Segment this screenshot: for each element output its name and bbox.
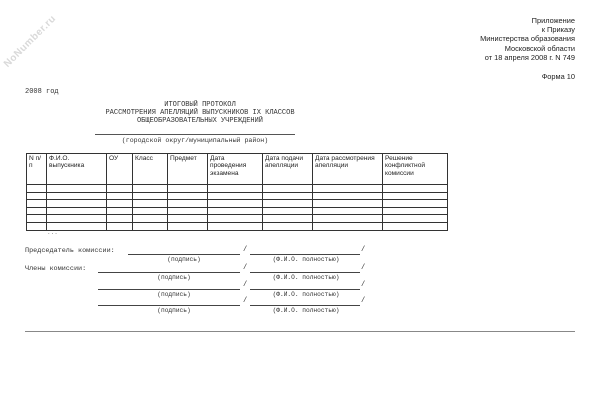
chair-label: Председатель комиссии: xyxy=(25,247,115,255)
title-line-1: ИТОГОВЫЙ ПРОТОКОЛ xyxy=(164,101,236,109)
separator-slash: / xyxy=(361,246,366,254)
name-caption: (Ф.И.О. полностью) xyxy=(272,291,340,298)
col-header-school: ОУ xyxy=(107,154,133,185)
name-line xyxy=(250,289,360,290)
watermark-text: NoNumber.ru xyxy=(2,13,59,70)
name-line xyxy=(250,254,360,255)
members-label: Члены комиссии: xyxy=(25,265,87,273)
separator-slash: / xyxy=(243,281,248,289)
signature-line xyxy=(128,254,240,255)
year-label: 2008 год xyxy=(25,88,59,96)
signature-caption: (подпись) xyxy=(157,274,191,281)
title-line-2: РАССМОТРЕНИЯ АПЕЛЛЯЦИЙ ВЫПУСКНИКОВ IX КЛАССОВ xyxy=(105,109,295,118)
col-header-student-name: Ф.И.О. выпускника xyxy=(47,154,107,185)
signature-line xyxy=(98,289,240,290)
approval-line: от 18 апреля 2008 г. N 749 xyxy=(484,52,575,62)
col-header-appeal-review-date: Дата рассмотрения апелляции xyxy=(313,154,383,185)
approval-line: Приложение xyxy=(531,16,575,25)
signature-line xyxy=(98,272,240,273)
approval-line: Министерства образования xyxy=(480,34,575,44)
separator-slash: / xyxy=(361,297,366,305)
name-caption: (Ф.И.О. полностью) xyxy=(272,307,340,314)
name-caption: (Ф.И.О. полностью) xyxy=(272,274,340,281)
col-header-grade: Класс xyxy=(133,154,168,185)
col-header-exam-date: Дата проведения экзамена xyxy=(208,154,263,185)
col-header-number: N п/п xyxy=(27,154,47,185)
separator-slash: / xyxy=(243,246,248,254)
signature-caption: (подпись) xyxy=(167,256,201,263)
name-line xyxy=(250,272,360,273)
separator-slash: / xyxy=(361,264,366,272)
bottom-divider xyxy=(25,331,575,332)
name-caption: (Ф.И.О. полностью) xyxy=(272,256,340,263)
separator-slash: / xyxy=(243,264,248,272)
col-header-commission-decision: Решение конфликтной комиссии xyxy=(383,154,448,185)
signature-caption: (подпись) xyxy=(157,291,191,298)
signature-caption: (подпись) xyxy=(157,307,191,314)
separator-slash: / xyxy=(243,297,248,305)
col-header-subject: Предмет xyxy=(168,154,208,185)
approval-line: Московской области xyxy=(504,43,575,53)
separator-slash: / xyxy=(361,281,366,289)
district-caption: (городской округ/муниципальный район) xyxy=(121,137,269,144)
form-number: Форма 10 xyxy=(541,72,575,82)
col-header-appeal-filed-date: Дата подачи апелляции xyxy=(263,154,313,185)
approval-line: к Приказу xyxy=(541,25,575,35)
table-continuation: ... xyxy=(47,229,58,236)
name-line xyxy=(250,305,360,306)
title-line-3: ОБЩЕОБРАЗОВАТЕЛЬНЫХ УЧРЕЖДЕНИЙ xyxy=(136,117,264,126)
signature-line xyxy=(98,305,240,306)
